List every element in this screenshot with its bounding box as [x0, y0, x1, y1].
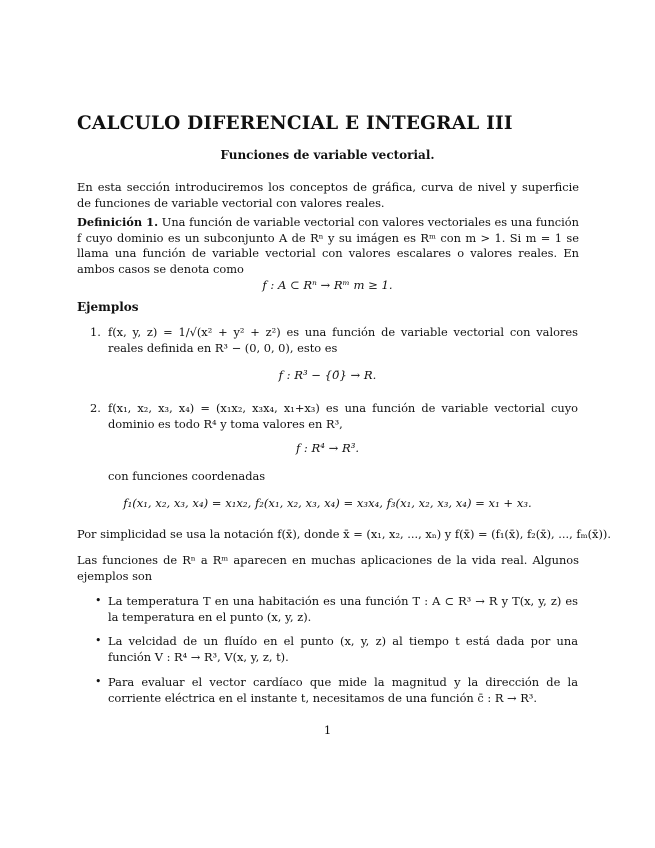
- bullet-2-text: La velcidad de un fluído en el punto (x, y, z) al tiempo t está dada por una función V : R⁴ → R³, V(x, y, z, t).: [108, 634, 578, 664]
- intro-paragraph: En esta sección introduciremos los conceptos de gráfica, curva de nivel y superficie de funciones de variable vectorial con valores reales.: [77, 180, 579, 210]
- applications-intro: Las funciones de Rⁿ a Rᵐ aparecen en muchas aplicaciones de la vida real. Algunos ejemplos son: [77, 553, 579, 583]
- section-subtitle: Funciones de variable vectorial.: [220, 148, 435, 162]
- definition-text: Una función de variable vectorial con valores vectoriales es una función f cuyo dominio es un subconjunto A de Rⁿ y su imágen es Rᵐ con m > 1. Si m = 1 se llama una función de variable vectorial con valores escalares o valores reales. En ambos casos se denota como: [77, 215, 580, 276]
- example-2-coords-label: con funciones coordenadas: [108, 469, 266, 483]
- bullet-3-text: Para evaluar el vector cardíaco que mide la magnitud y la dirección de la corriente eléctrica en el instante t, necesitamos de una función c̄ : R → R³.: [108, 675, 578, 705]
- document-title: CALCULO DIFERENCIAL E INTEGRAL III: [77, 113, 513, 134]
- definition-label: Definición 1.: [77, 215, 159, 229]
- example-2-equation: f : R⁴ → R³.: [295, 441, 360, 455]
- example-1-number: 1.: [90, 325, 101, 339]
- page-number: 1: [323, 723, 332, 737]
- definition-equation: f : A ⊂ Rⁿ → Rᵐ m ≥ 1.: [262, 278, 393, 292]
- notation-paragraph: Por simplicidad se usa la notación f(x̄), donde x̄ = (x₁, x₂, ..., xₙ) y f(x̄) = (f₁(x̄), f₂(x̄), ..., fₘ(x̄)).: [77, 527, 611, 541]
- example-2-coords: f₁(x₁, x₂, x₃, x₄) = x₁x₂, f₂(x₁, x₂, x₃, x₄) = x₃x₄, f₃(x₁, x₂, x₃, x₄) = x₁ + x₃.: [123, 496, 532, 510]
- example-1-text: f(x, y, z) = 1/√(x² + y² + z²) es una función de variable vectorial con valores reales definida en R³ − (0, 0, 0), esto es: [108, 325, 578, 355]
- example-1-equation: f : R³ − {0̄} → R.: [278, 368, 377, 382]
- bullet-2-marker: •: [95, 634, 102, 647]
- definition-paragraph: [77, 215, 579, 277]
- example-2-number: 2.: [90, 401, 101, 415]
- bullet-1-marker: •: [95, 594, 102, 607]
- bullet-3-marker: •: [95, 675, 102, 688]
- examples-heading: Ejemplos: [77, 300, 139, 314]
- example-2-text: f(x₁, x₂, x₃, x₄) = (x₁x₂, x₃x₄, x₁+x₃) es una función de variable vectorial cuyo dominio es todo R⁴ y toma valores en R³,: [108, 401, 578, 431]
- bullet-1-text: La temperatura T en una habitación es una función T : A ⊂ R³ → R y T(x, y, z) es la temperatura en el punto (x, y, z).: [108, 594, 578, 624]
